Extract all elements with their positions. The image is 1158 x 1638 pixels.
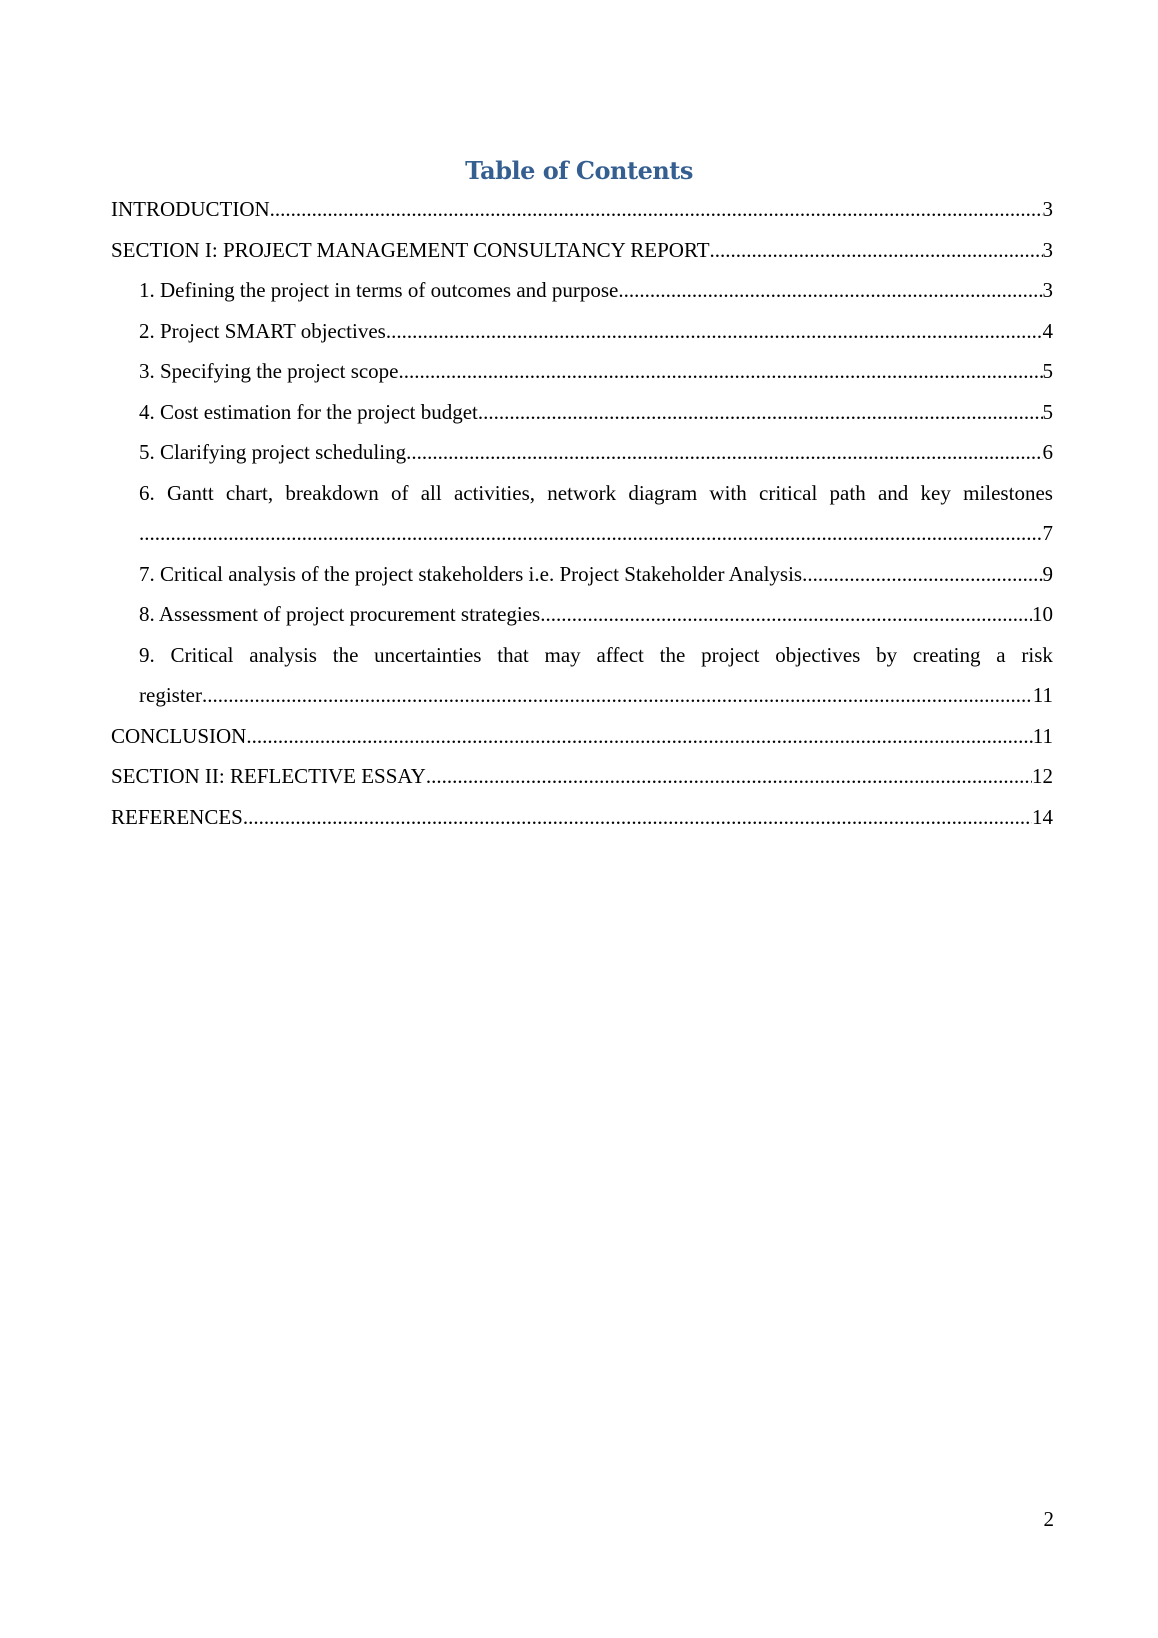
toc-entry-label: 8. Assessment of project procurement strategies — [139, 602, 541, 626]
toc-entry-8-procurement[interactable] — [111, 594, 1053, 635]
toc-entry-page: 11 — [1032, 683, 1053, 707]
toc-entry-label: 7. Critical analysis of the project stakeholders i.e. Project Stakeholder Analysis — [139, 561, 803, 586]
toc-entry-label: 2. Project SMART objectives — [139, 318, 386, 343]
toc-entry-label: SECTION II: REFLECTIVE ESSAY — [111, 764, 426, 788]
toc-entry-label: 5. Clarifying project scheduling — [139, 440, 407, 464]
toc-entry-page: 11 — [1032, 723, 1053, 748]
toc-entry-page: 6 — [1042, 440, 1053, 464]
toc-entry-5-scheduling[interactable] — [111, 432, 1053, 473]
dot-leader — [426, 756, 1032, 797]
toc-entry-page: 4 — [1042, 318, 1053, 343]
toc-entry-page: 9 — [1042, 561, 1053, 586]
dot-leader — [386, 311, 1043, 352]
toc-entry-label: REFERENCES — [111, 804, 243, 829]
toc-entry-page: 5 — [1042, 359, 1053, 383]
toc-entry-page: 10 — [1032, 602, 1053, 626]
dot-leader — [399, 351, 1043, 392]
toc-entry-6-gantt-chart[interactable] — [111, 473, 1053, 554]
dot-leader — [478, 392, 1043, 433]
toc-entry-label: INTRODUCTION — [111, 197, 270, 221]
toc-entry-page: 12 — [1032, 764, 1053, 788]
toc-entry-label: 3. Specifying the project scope — [139, 359, 399, 383]
dot-leader — [202, 675, 1033, 716]
toc-entry-1-defining-project[interactable] — [111, 270, 1053, 311]
dot-leader — [246, 716, 1032, 757]
toc-entry-page: 3 — [1042, 237, 1053, 262]
toc-entry-label: 4. Cost estimation for the project budget — [139, 399, 478, 424]
dot-leader — [406, 432, 1042, 473]
toc-entry-page: 7 — [1042, 521, 1053, 545]
page-number: 2 — [1043, 1507, 1054, 1531]
toc-entry-section-1[interactable] — [111, 230, 1053, 271]
toc-entry-label: 6. Gantt chart, breakdown of all activities, network diagram with critical path and key milestones — [139, 480, 1053, 505]
toc-entry-page: 3 — [1042, 197, 1053, 221]
dot-leader — [270, 189, 1043, 230]
dot-leader — [540, 594, 1032, 635]
dot-leader — [139, 513, 1043, 554]
toc-entry-label: SECTION I: PROJECT MANAGEMENT CONSULTANCY REPORT — [111, 237, 710, 262]
dot-leader — [618, 270, 1042, 311]
toc-entry-label-continued: register — [139, 683, 202, 707]
table-of-contents — [111, 189, 1053, 837]
toc-entry-4-cost-estimation[interactable] — [111, 392, 1053, 433]
dot-leader — [802, 554, 1042, 595]
dot-leader — [243, 797, 1032, 838]
dot-leader — [710, 230, 1043, 271]
toc-entry-label: 9. Critical analysis the uncertainties that may affect the project objectives by creating a risk — [139, 642, 1053, 667]
toc-entry-label: CONCLUSION — [111, 723, 247, 748]
toc-entry-7-stakeholder-analysis[interactable] — [111, 554, 1053, 595]
toc-entry-page: 14 — [1032, 804, 1053, 829]
toc-entry-section-2[interactable] — [111, 756, 1053, 797]
toc-entry-page: 5 — [1042, 399, 1053, 424]
toc-entry-9-risk-register[interactable] — [111, 635, 1053, 716]
toc-entry-page: 3 — [1042, 278, 1053, 302]
toc-entry-references[interactable] — [111, 797, 1053, 838]
toc-entry-2-smart-objectives[interactable] — [111, 311, 1053, 352]
toc-title: Table of Contents — [465, 156, 693, 185]
toc-entry-conclusion[interactable] — [111, 716, 1053, 757]
toc-entry-3-project-scope[interactable] — [111, 351, 1053, 392]
toc-entry-introduction[interactable] — [111, 189, 1053, 230]
toc-entry-label: 1. Defining the project in terms of outcomes and purpose — [139, 278, 619, 302]
